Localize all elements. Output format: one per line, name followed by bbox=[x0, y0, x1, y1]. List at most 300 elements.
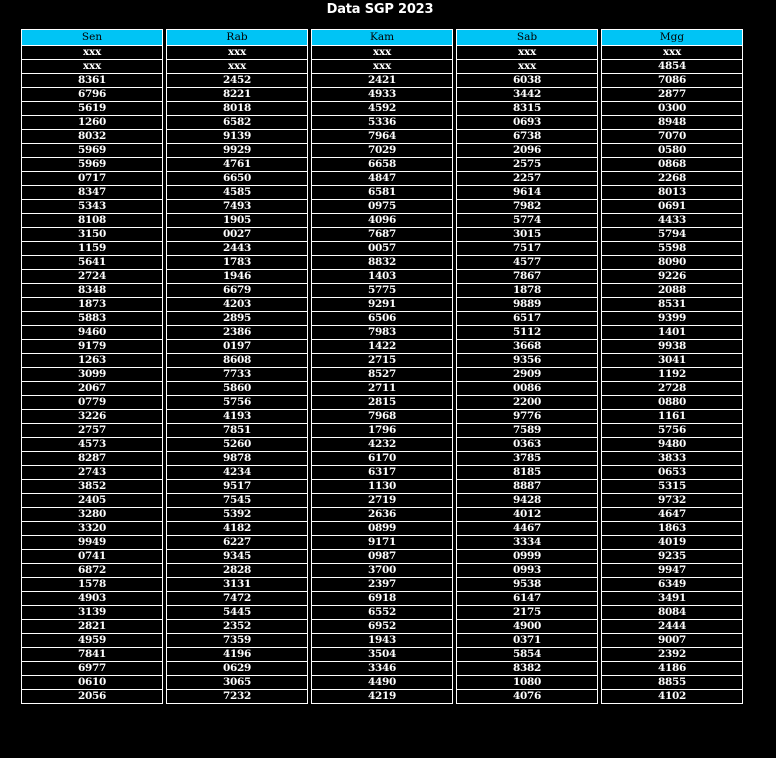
result-cell: 5619 bbox=[22, 102, 163, 116]
table-row bbox=[602, 466, 743, 480]
table-row bbox=[312, 550, 453, 564]
result-cell: 8887 bbox=[457, 480, 598, 494]
result-cell: 3065 bbox=[167, 676, 308, 690]
result-cell: 7968 bbox=[312, 410, 453, 424]
result-cell: 9517 bbox=[167, 480, 308, 494]
result-cell: 4592 bbox=[312, 102, 453, 116]
result-cell: 1873 bbox=[22, 298, 163, 312]
result-cell: 1863 bbox=[602, 522, 743, 536]
result-cell: 7982 bbox=[457, 200, 598, 214]
table-row bbox=[457, 480, 598, 494]
result-cell: 8348 bbox=[22, 284, 163, 298]
table-row bbox=[602, 228, 743, 242]
result-cell: 1130 bbox=[312, 480, 453, 494]
table-row bbox=[602, 662, 743, 676]
table-row bbox=[312, 340, 453, 354]
table-row bbox=[312, 494, 453, 508]
result-cell: 8013 bbox=[602, 186, 743, 200]
table-row bbox=[22, 578, 163, 592]
result-cell: 0693 bbox=[457, 116, 598, 130]
result-cell: xxx bbox=[457, 46, 598, 60]
table-row bbox=[457, 312, 598, 326]
column-header: Mgg bbox=[602, 30, 743, 46]
result-cell: 8527 bbox=[312, 368, 453, 382]
table-row bbox=[312, 298, 453, 312]
result-cell: 1080 bbox=[457, 676, 598, 690]
result-cell: 8531 bbox=[602, 298, 743, 312]
table-row bbox=[602, 74, 743, 88]
table-row bbox=[457, 242, 598, 256]
table-row bbox=[167, 536, 308, 550]
column-header: Sab bbox=[457, 30, 598, 46]
result-cell: 0999 bbox=[457, 550, 598, 564]
result-cell: 8382 bbox=[457, 662, 598, 676]
result-cell: 8287 bbox=[22, 452, 163, 466]
result-cell: 6738 bbox=[457, 130, 598, 144]
result-cell: 0197 bbox=[167, 340, 308, 354]
table-row bbox=[312, 214, 453, 228]
table-row bbox=[22, 606, 163, 620]
table-row bbox=[167, 592, 308, 606]
table-row bbox=[457, 382, 598, 396]
result-cell: 0653 bbox=[602, 466, 743, 480]
table-row bbox=[602, 452, 743, 466]
table-row bbox=[167, 326, 308, 340]
table-row bbox=[602, 564, 743, 578]
table-row bbox=[602, 620, 743, 634]
result-cell: 9614 bbox=[457, 186, 598, 200]
result-cell: 5392 bbox=[167, 508, 308, 522]
result-cell: 1260 bbox=[22, 116, 163, 130]
result-cell: 3334 bbox=[457, 536, 598, 550]
result-cell: 4900 bbox=[457, 620, 598, 634]
table-row bbox=[22, 522, 163, 536]
table-row bbox=[22, 242, 163, 256]
table-row bbox=[312, 116, 453, 130]
results-table-sab bbox=[456, 29, 598, 704]
results-table-kam bbox=[311, 29, 453, 704]
result-cell: 3131 bbox=[167, 578, 308, 592]
table-row bbox=[457, 676, 598, 690]
table-header-row bbox=[602, 30, 743, 46]
table-row bbox=[22, 88, 163, 102]
table-row bbox=[312, 396, 453, 410]
table-row bbox=[22, 690, 163, 704]
table-row bbox=[602, 102, 743, 116]
result-cell: 7983 bbox=[312, 326, 453, 340]
result-cell: 5756 bbox=[167, 396, 308, 410]
table-row bbox=[22, 592, 163, 606]
result-cell: xxx bbox=[22, 60, 163, 74]
results-table-rab bbox=[166, 29, 308, 704]
result-cell: 2728 bbox=[602, 382, 743, 396]
result-cell: 9399 bbox=[602, 312, 743, 326]
result-cell: 9732 bbox=[602, 494, 743, 508]
result-cell: 0027 bbox=[167, 228, 308, 242]
table-row bbox=[457, 284, 598, 298]
table-row bbox=[167, 522, 308, 536]
result-cell: 2877 bbox=[602, 88, 743, 102]
table-row bbox=[602, 144, 743, 158]
table-row bbox=[22, 186, 163, 200]
result-cell: 2743 bbox=[22, 466, 163, 480]
table-row bbox=[457, 144, 598, 158]
result-cell: 0363 bbox=[457, 438, 598, 452]
table-row bbox=[602, 676, 743, 690]
result-cell: 5260 bbox=[167, 438, 308, 452]
table-row bbox=[602, 46, 743, 60]
result-cell: 0057 bbox=[312, 242, 453, 256]
table-row bbox=[167, 564, 308, 578]
table-row bbox=[312, 200, 453, 214]
table-row bbox=[167, 676, 308, 690]
table-row bbox=[167, 256, 308, 270]
result-cell: 6582 bbox=[167, 116, 308, 130]
result-cell: 9171 bbox=[312, 536, 453, 550]
result-cell: 1422 bbox=[312, 340, 453, 354]
table-row bbox=[167, 158, 308, 172]
result-cell: 6918 bbox=[312, 592, 453, 606]
result-cell: 8185 bbox=[457, 466, 598, 480]
table-row bbox=[312, 424, 453, 438]
table-row bbox=[312, 452, 453, 466]
table-row bbox=[457, 564, 598, 578]
table-row bbox=[167, 620, 308, 634]
table-row bbox=[602, 690, 743, 704]
table-row bbox=[602, 242, 743, 256]
table-row bbox=[457, 214, 598, 228]
result-cell: 7493 bbox=[167, 200, 308, 214]
result-cell: 6147 bbox=[457, 592, 598, 606]
table-row bbox=[312, 102, 453, 116]
table-row bbox=[602, 648, 743, 662]
table-row bbox=[167, 578, 308, 592]
result-cell: 4019 bbox=[602, 536, 743, 550]
result-cell: 8221 bbox=[167, 88, 308, 102]
table-row bbox=[602, 508, 743, 522]
result-cell: 4933 bbox=[312, 88, 453, 102]
results-table-sen bbox=[21, 29, 163, 704]
table-row bbox=[312, 466, 453, 480]
result-cell: 3041 bbox=[602, 354, 743, 368]
result-cell: 6552 bbox=[312, 606, 453, 620]
table-row bbox=[602, 158, 743, 172]
table-row bbox=[602, 298, 743, 312]
table-row bbox=[312, 46, 453, 60]
result-cell: 4193 bbox=[167, 410, 308, 424]
result-cell: 8315 bbox=[457, 102, 598, 116]
result-cell: 1878 bbox=[457, 284, 598, 298]
table-row bbox=[22, 116, 163, 130]
results-tables bbox=[21, 29, 744, 751]
result-cell: 4076 bbox=[457, 690, 598, 704]
table-row bbox=[457, 340, 598, 354]
result-cell: 6349 bbox=[602, 578, 743, 592]
table-row bbox=[602, 340, 743, 354]
result-cell: 2719 bbox=[312, 494, 453, 508]
result-cell: 7733 bbox=[167, 368, 308, 382]
result-cell: 5598 bbox=[602, 242, 743, 256]
result-cell: 1263 bbox=[22, 354, 163, 368]
result-cell: 1578 bbox=[22, 578, 163, 592]
table-row bbox=[167, 284, 308, 298]
result-cell: 3852 bbox=[22, 480, 163, 494]
table-row bbox=[22, 158, 163, 172]
table-row bbox=[457, 662, 598, 676]
table-row bbox=[22, 368, 163, 382]
table-row bbox=[457, 578, 598, 592]
table-row bbox=[22, 200, 163, 214]
result-cell: 0975 bbox=[312, 200, 453, 214]
result-cell: 9235 bbox=[602, 550, 743, 564]
result-cell: 1401 bbox=[602, 326, 743, 340]
result-cell: 2895 bbox=[167, 312, 308, 326]
result-cell: 2067 bbox=[22, 382, 163, 396]
result-cell: xxx bbox=[602, 46, 743, 60]
result-cell: 1946 bbox=[167, 270, 308, 284]
table-row bbox=[457, 466, 598, 480]
table-row bbox=[312, 578, 453, 592]
table-row bbox=[167, 172, 308, 186]
table-row bbox=[22, 536, 163, 550]
result-cell: xxx bbox=[167, 46, 308, 60]
result-cell: 4761 bbox=[167, 158, 308, 172]
table-row bbox=[22, 396, 163, 410]
result-cell: 0300 bbox=[602, 102, 743, 116]
result-cell: 7086 bbox=[602, 74, 743, 88]
table-row bbox=[22, 144, 163, 158]
table-row bbox=[167, 144, 308, 158]
table-row bbox=[602, 186, 743, 200]
result-cell: 5969 bbox=[22, 144, 163, 158]
table-row bbox=[22, 102, 163, 116]
result-cell: 8347 bbox=[22, 186, 163, 200]
table-row bbox=[602, 634, 743, 648]
result-cell: 3668 bbox=[457, 340, 598, 354]
table-row bbox=[602, 312, 743, 326]
table-row bbox=[167, 270, 308, 284]
table-row bbox=[457, 102, 598, 116]
table-row bbox=[22, 662, 163, 676]
result-cell: 9356 bbox=[457, 354, 598, 368]
table-row bbox=[457, 158, 598, 172]
table-row bbox=[22, 634, 163, 648]
result-cell: 7029 bbox=[312, 144, 453, 158]
result-cell: 4577 bbox=[457, 256, 598, 270]
result-cell: 9226 bbox=[602, 270, 743, 284]
result-cell: 9947 bbox=[602, 564, 743, 578]
table-row bbox=[312, 536, 453, 550]
result-cell: 6650 bbox=[167, 172, 308, 186]
result-cell: 2386 bbox=[167, 326, 308, 340]
table-row bbox=[602, 592, 743, 606]
result-cell: 3150 bbox=[22, 228, 163, 242]
table-row bbox=[167, 690, 308, 704]
table-row bbox=[167, 186, 308, 200]
result-cell: 1192 bbox=[602, 368, 743, 382]
table-row bbox=[167, 200, 308, 214]
table-row bbox=[22, 676, 163, 690]
table-row bbox=[312, 186, 453, 200]
result-cell: 4232 bbox=[312, 438, 453, 452]
table-row bbox=[457, 270, 598, 284]
table-row bbox=[167, 46, 308, 60]
table-row bbox=[457, 508, 598, 522]
result-cell: 4182 bbox=[167, 522, 308, 536]
result-cell: 5774 bbox=[457, 214, 598, 228]
result-cell: 9889 bbox=[457, 298, 598, 312]
result-cell: 8108 bbox=[22, 214, 163, 228]
table-row bbox=[167, 648, 308, 662]
result-cell: 2096 bbox=[457, 144, 598, 158]
table-row bbox=[312, 158, 453, 172]
result-cell: 3015 bbox=[457, 228, 598, 242]
result-cell: 3226 bbox=[22, 410, 163, 424]
result-cell: 7472 bbox=[167, 592, 308, 606]
table-row bbox=[312, 522, 453, 536]
result-cell: 2397 bbox=[312, 578, 453, 592]
result-cell: 2421 bbox=[312, 74, 453, 88]
result-cell: 2405 bbox=[22, 494, 163, 508]
table-row bbox=[22, 424, 163, 438]
result-cell: 0610 bbox=[22, 676, 163, 690]
table-row bbox=[602, 424, 743, 438]
table-row bbox=[22, 480, 163, 494]
result-cell: 9345 bbox=[167, 550, 308, 564]
result-cell: 5860 bbox=[167, 382, 308, 396]
table-row bbox=[167, 368, 308, 382]
result-cell: 9179 bbox=[22, 340, 163, 354]
table-row bbox=[22, 74, 163, 88]
table-row bbox=[602, 550, 743, 564]
result-cell: 4647 bbox=[602, 508, 743, 522]
result-cell: 7841 bbox=[22, 648, 163, 662]
table-row bbox=[22, 620, 163, 634]
table-row bbox=[167, 228, 308, 242]
result-cell: 0868 bbox=[602, 158, 743, 172]
result-cell: 8361 bbox=[22, 74, 163, 88]
result-cell: 9428 bbox=[457, 494, 598, 508]
result-cell: 9480 bbox=[602, 438, 743, 452]
result-cell: 5641 bbox=[22, 256, 163, 270]
result-cell: 2444 bbox=[602, 620, 743, 634]
table-row bbox=[312, 228, 453, 242]
result-cell: 4102 bbox=[602, 690, 743, 704]
result-cell: 4573 bbox=[22, 438, 163, 452]
result-cell: 9139 bbox=[167, 130, 308, 144]
result-cell: xxx bbox=[167, 60, 308, 74]
table-row bbox=[312, 144, 453, 158]
table-row bbox=[22, 270, 163, 284]
result-cell: 8855 bbox=[602, 676, 743, 690]
result-cell: 3320 bbox=[22, 522, 163, 536]
table-row bbox=[312, 270, 453, 284]
result-cell: 5756 bbox=[602, 424, 743, 438]
table-row bbox=[457, 186, 598, 200]
table-row bbox=[167, 438, 308, 452]
table-row bbox=[602, 536, 743, 550]
result-cell: 4847 bbox=[312, 172, 453, 186]
result-cell: 0987 bbox=[312, 550, 453, 564]
table-row bbox=[602, 60, 743, 74]
table-row bbox=[312, 326, 453, 340]
result-cell: 0880 bbox=[602, 396, 743, 410]
result-cell: 7359 bbox=[167, 634, 308, 648]
table-row bbox=[457, 522, 598, 536]
result-cell: 1943 bbox=[312, 634, 453, 648]
table-row bbox=[602, 200, 743, 214]
table-row bbox=[167, 634, 308, 648]
result-cell: 2909 bbox=[457, 368, 598, 382]
table-row bbox=[22, 354, 163, 368]
results-table-mgg bbox=[601, 29, 743, 704]
table-row bbox=[312, 172, 453, 186]
result-cell: xxx bbox=[457, 60, 598, 74]
table-row bbox=[312, 438, 453, 452]
table-row bbox=[312, 690, 453, 704]
result-cell: 3491 bbox=[602, 592, 743, 606]
table-row bbox=[602, 116, 743, 130]
result-cell: 1159 bbox=[22, 242, 163, 256]
table-row bbox=[602, 368, 743, 382]
table-row bbox=[22, 46, 163, 60]
result-cell: 2724 bbox=[22, 270, 163, 284]
result-cell: 9929 bbox=[167, 144, 308, 158]
table-row bbox=[457, 550, 598, 564]
result-cell: 6506 bbox=[312, 312, 453, 326]
table-row bbox=[457, 172, 598, 186]
table-row bbox=[602, 382, 743, 396]
table-row bbox=[602, 396, 743, 410]
result-cell: 3346 bbox=[312, 662, 453, 676]
result-cell: 2715 bbox=[312, 354, 453, 368]
result-cell: 4219 bbox=[312, 690, 453, 704]
table-row bbox=[312, 508, 453, 522]
result-cell: 6658 bbox=[312, 158, 453, 172]
table-row bbox=[457, 354, 598, 368]
result-cell: 5969 bbox=[22, 158, 163, 172]
table-row bbox=[22, 284, 163, 298]
table-row bbox=[167, 214, 308, 228]
table-row bbox=[167, 396, 308, 410]
result-cell: 6952 bbox=[312, 620, 453, 634]
result-cell: 9291 bbox=[312, 298, 453, 312]
result-cell: 2200 bbox=[457, 396, 598, 410]
table-row bbox=[22, 494, 163, 508]
result-cell: xxx bbox=[22, 46, 163, 60]
result-cell: 2352 bbox=[167, 620, 308, 634]
result-cell: 2757 bbox=[22, 424, 163, 438]
table-row bbox=[312, 662, 453, 676]
result-cell: 6038 bbox=[457, 74, 598, 88]
result-cell: 9938 bbox=[602, 340, 743, 354]
result-cell: 4186 bbox=[602, 662, 743, 676]
result-cell: 3833 bbox=[602, 452, 743, 466]
table-row bbox=[457, 130, 598, 144]
result-cell: 7867 bbox=[457, 270, 598, 284]
result-cell: 5854 bbox=[457, 648, 598, 662]
result-cell: 5336 bbox=[312, 116, 453, 130]
table-row bbox=[457, 648, 598, 662]
result-cell: 9949 bbox=[22, 536, 163, 550]
result-cell: 4467 bbox=[457, 522, 598, 536]
table-row bbox=[457, 536, 598, 550]
result-cell: 2088 bbox=[602, 284, 743, 298]
table-row bbox=[22, 550, 163, 564]
table-row bbox=[602, 284, 743, 298]
table-row bbox=[312, 312, 453, 326]
result-cell: 6517 bbox=[457, 312, 598, 326]
